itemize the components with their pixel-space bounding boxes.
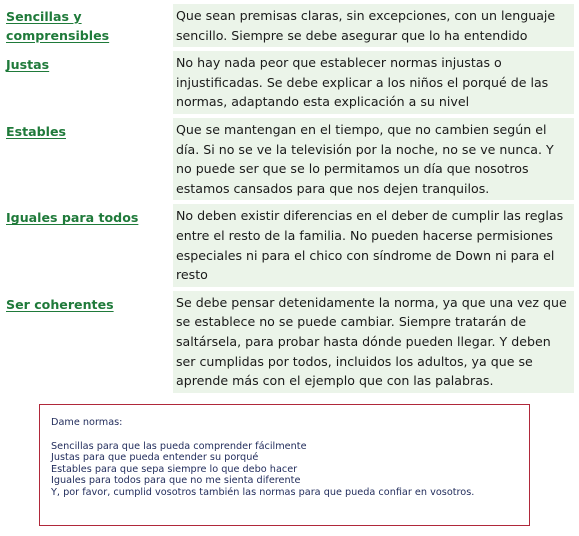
rule-description: Que sean premisas claras, sin excepciones, con un lenguaje sencillo. Siempre se debe asegurar que lo ha entendido — [173, 4, 574, 47]
rule-term-cell — [3, 291, 173, 393]
dedication-line: Justas para que pueda entender su porqué — [51, 452, 259, 463]
rule-term-cell — [3, 204, 173, 286]
rule-row-iguales — [3, 204, 574, 286]
dedication-line: Estables para que sepa siempre lo que debo hacer — [51, 463, 298, 475]
rule-term-cell — [3, 51, 173, 114]
dedication-line: Iguales para todos para que no me sienta diferente — [51, 475, 301, 486]
rule-term: Ser coherentes — [6, 296, 114, 312]
rule-term-cell — [3, 4, 173, 47]
rule-term: Iguales para todos — [6, 210, 139, 226]
rule-description: No deben existir diferencias en el deber de cumplir las reglas entre el resto de la familia. No pueden hacerse permisiones especiales ni para el chico con síndrome de Down ni para el resto — [173, 204, 574, 286]
dedication-line: Sencillas para que las pueda comprender fácilmente — [51, 440, 307, 452]
rule-description: Se debe pensar detenidamente la norma, ya que una vez que se establece no se puede cambiar. Siempre tratarán de saltársela, para probar hasta dónde pueden llegar. Y deben ser cumplidas por todos, incluidos los adultos, ya que se aprende más con el ejemplo que con las palabras. — [173, 291, 574, 393]
rule-description: Que se mantengan en el tiempo, que no cambien según el día. Si no se ve la televisión por la noche, no se ve nunca. Y no puede ser que se lo permitamos un día que nosotros estamos cansados para que nos dejen tranquilos. — [173, 118, 574, 200]
dedication-box — [39, 404, 530, 526]
rule-row-justas — [3, 51, 574, 114]
rule-term: Estables — [6, 123, 66, 139]
rule-row-coherentes — [3, 291, 574, 393]
dedication-line: Y, por favor, cumplid vosotros también las normas para que pueda confiar en vosotros. — [51, 486, 475, 498]
rule-description: No hay nada peor que establecer normas injustas o injustificadas. Se debe explicar a los niños el porqué de las normas, adaptando esta explicación a su nivel — [173, 51, 574, 114]
rule-term: Justas — [6, 57, 50, 73]
rule-row-estables — [3, 118, 574, 200]
rules-table — [3, 4, 574, 397]
rule-term-cell — [3, 118, 173, 200]
rule-row-sencillas — [3, 4, 574, 47]
rule-term: Sencillas y comprensibles — [6, 9, 110, 43]
dedication-title: Dame normas: — [51, 417, 123, 428]
